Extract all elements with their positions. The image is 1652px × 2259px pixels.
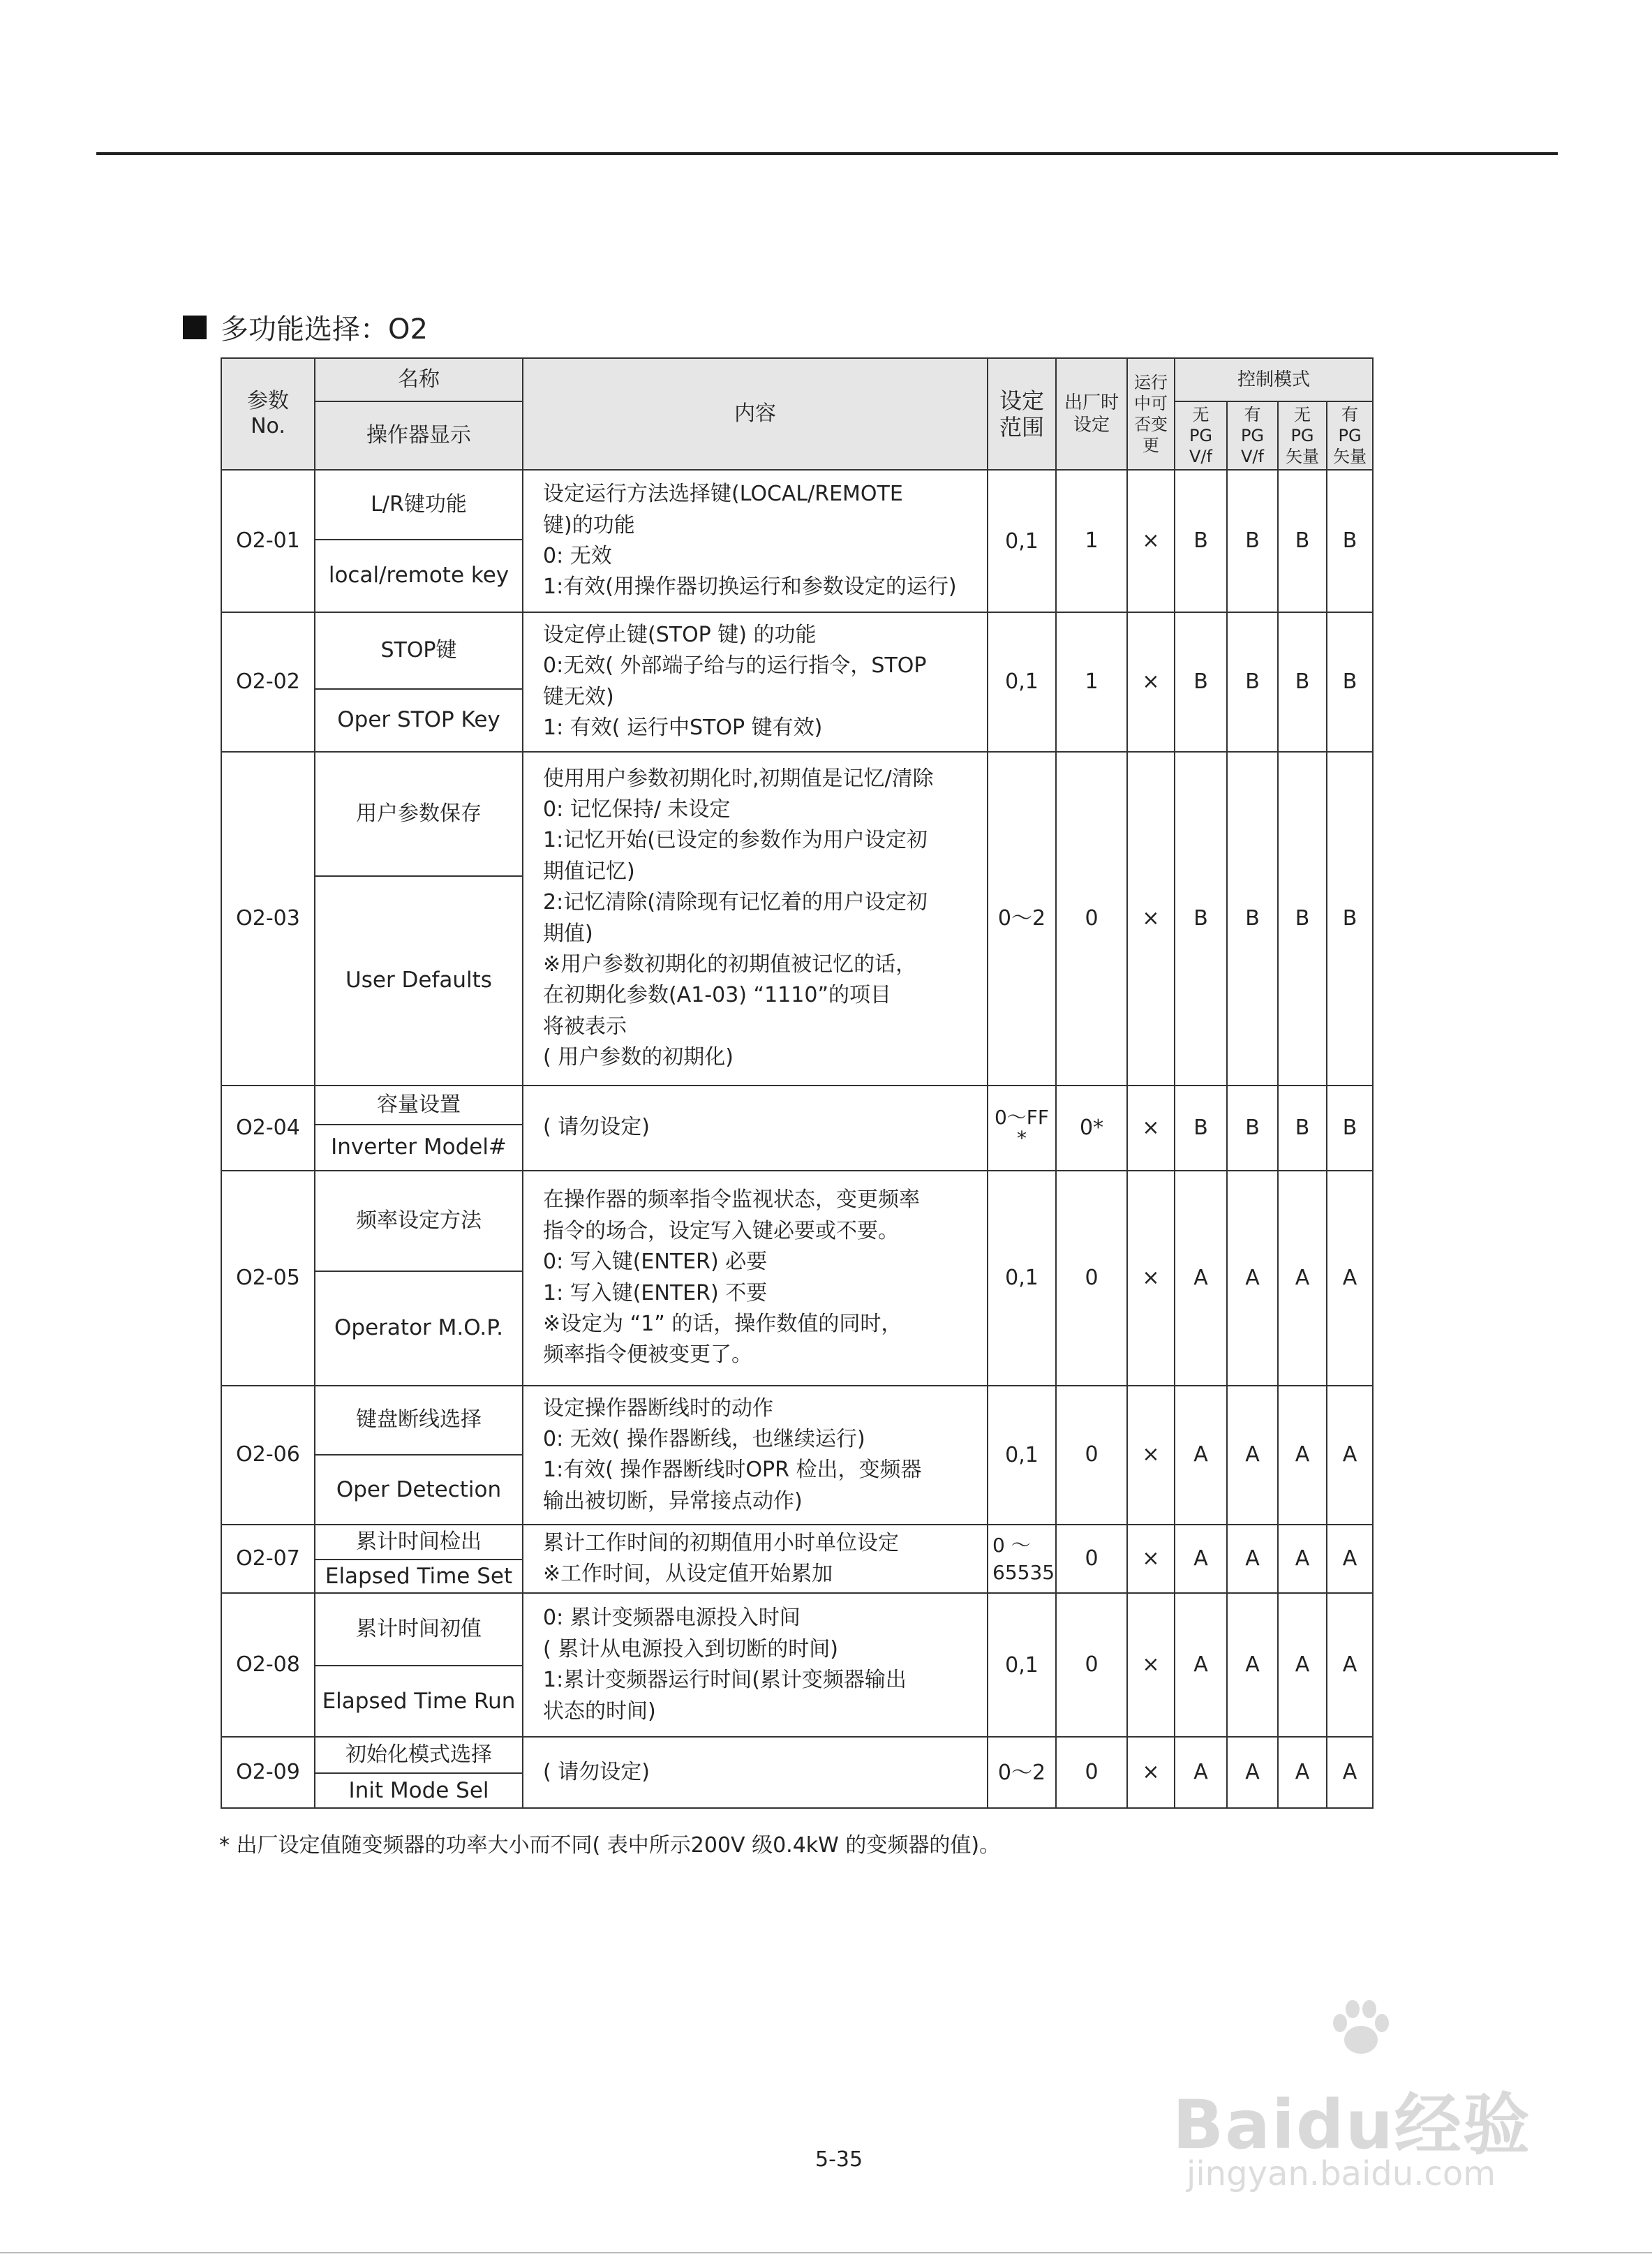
param-mode-1: A — [1175, 1593, 1227, 1737]
table-row — [221, 1086, 1373, 1125]
param-range: 0,1 — [988, 470, 1056, 612]
param-mode-4: A — [1327, 1171, 1373, 1386]
param-mode-1: A — [1175, 1171, 1227, 1386]
param-mode-1: A — [1175, 1386, 1227, 1525]
param-no: O2-01 — [221, 470, 315, 612]
param-default: 0 — [1056, 1737, 1127, 1808]
param-name-en: Elapsed Time Run — [315, 1666, 523, 1737]
table-row — [221, 1386, 1373, 1456]
param-name-cn: 用户参数保存 — [315, 752, 523, 876]
param-content: 设定停止键(STOP 键) 的功能 0:无效( 外部端子给与的运行指令，STOP 键无效) 1: 有效( 运行中STOP 键有效) — [523, 612, 988, 752]
param-name-cn: STOP键 — [315, 612, 523, 689]
page-number: 5-35 — [815, 2147, 863, 2172]
param-runtime-change: × — [1127, 612, 1175, 752]
param-name-cn: 累计时间初值 — [315, 1593, 523, 1666]
paw-icon — [1326, 1997, 1396, 2059]
param-range: 0～FF * — [988, 1086, 1056, 1171]
param-default: 0 — [1056, 752, 1127, 1086]
header-default: 出厂时 设定 — [1056, 358, 1127, 470]
param-mode-4: A — [1327, 1593, 1373, 1737]
param-content: 使用用户参数初期化时,初期值是记忆/清除 0: 记忆保持/ 未设定 1:记忆开始(已设定的参数作为用户设定初 期值记忆) 2:记忆清除(清除现有记忆着的用户设定初 期值) ※用户参数初期化的初期值被记忆的话， 在初期化参数(A1-03) “1110”的项目 将被表示 ( 用户参数的初期化) — [523, 752, 988, 1086]
param-name-en: Init Mode Sel — [315, 1773, 523, 1808]
param-name-en: local/remote key — [315, 540, 523, 612]
param-mode-2: A — [1227, 1171, 1278, 1386]
param-mode-1: B — [1175, 470, 1227, 612]
param-mode-2: B — [1227, 612, 1278, 752]
param-mode-4: B — [1327, 612, 1373, 752]
table-row — [221, 1593, 1373, 1666]
param-content: ( 请勿设定) — [523, 1737, 988, 1808]
param-range: 0～2 — [988, 1737, 1056, 1808]
param-runtime-change: × — [1127, 1525, 1175, 1593]
param-name-cn: 累计时间检出 — [315, 1525, 523, 1560]
param-mode-2: A — [1227, 1386, 1278, 1525]
param-mode-3: A — [1278, 1593, 1327, 1737]
param-name-en: Operator M.O.P. — [315, 1271, 523, 1386]
header-control-mode: 控制模式 — [1175, 358, 1373, 401]
param-default: 0 — [1056, 1525, 1127, 1593]
param-no: O2-05 — [221, 1171, 315, 1386]
header-mode-3: 无 PG 矢量 — [1278, 401, 1327, 470]
param-runtime-change: × — [1127, 1737, 1175, 1808]
param-mode-2: B — [1227, 1086, 1278, 1171]
param-mode-4: B — [1327, 470, 1373, 612]
param-default: 0* — [1056, 1086, 1127, 1171]
param-name-cn: L/R键功能 — [315, 470, 523, 540]
param-runtime-change: × — [1127, 1386, 1175, 1525]
param-mode-4: A — [1327, 1525, 1373, 1593]
param-content: 在操作器的频率指令监视状态，变更频率 指令的场合，设定写入键必要或不要。 0: 写入键(ENTER) 必要 1: 写入键(ENTER) 不要 ※设定为 “1” 的话，操作数值的同时， 频率指令便被变更了。 — [523, 1171, 988, 1386]
header-content: 内容 — [523, 358, 988, 470]
param-mode-1: B — [1175, 1086, 1227, 1171]
param-mode-2: B — [1227, 752, 1278, 1086]
table-row — [221, 612, 1373, 689]
parameter-table — [221, 357, 1374, 1809]
param-mode-3: A — [1278, 1525, 1327, 1593]
param-mode-1: B — [1175, 612, 1227, 752]
param-default: 0 — [1056, 1593, 1127, 1737]
param-mode-2: A — [1227, 1593, 1278, 1737]
param-content: 累计工作时间的初期值用小时单位设定 ※工作时间，从设定值开始累加 — [523, 1525, 988, 1593]
param-name-en: User Defaults — [315, 876, 523, 1086]
header-mode-4: 有 PG 矢量 — [1327, 401, 1373, 470]
param-mode-4: A — [1327, 1386, 1373, 1525]
param-mode-3: B — [1278, 612, 1327, 752]
param-name-en: Inverter Model# — [315, 1125, 523, 1171]
table-row — [221, 1525, 1373, 1560]
table-row — [221, 470, 1373, 540]
header-range: 设定 范围 — [988, 358, 1056, 470]
param-name-en: Elapsed Time Set — [315, 1560, 523, 1593]
header-runtime-change: 运行 中可 否变 更 — [1127, 358, 1175, 470]
param-name-en: Oper Detection — [315, 1455, 523, 1525]
param-name-cn: 键盘断线选择 — [315, 1386, 523, 1456]
param-no: O2-07 — [221, 1525, 315, 1593]
param-range: 0,1 — [988, 612, 1056, 752]
bottom-rule — [0, 2252, 1652, 2253]
header-mode-2: 有 PG V/f — [1227, 401, 1278, 470]
square-bullet-icon — [183, 316, 207, 339]
param-name-cn: 初始化模式选择 — [315, 1737, 523, 1773]
param-no: O2-09 — [221, 1737, 315, 1808]
param-name-en: Oper STOP Key — [315, 689, 523, 751]
param-runtime-change: × — [1127, 1171, 1175, 1386]
param-name-cn: 频率设定方法 — [315, 1171, 523, 1271]
param-default: 1 — [1056, 612, 1127, 752]
section-title — [183, 307, 428, 347]
param-range: 0,1 — [988, 1386, 1056, 1525]
watermark — [1173, 1997, 1563, 2199]
table-row — [221, 1737, 1373, 1773]
param-content: 设定运行方法选择键(LOCAL/REMOTE 键)的功能 0: 无效 1:有效(用操作器切换运行和参数设定的运行) — [523, 470, 988, 612]
param-default: 0 — [1056, 1386, 1127, 1525]
param-runtime-change: × — [1127, 1593, 1175, 1737]
param-no: O2-03 — [221, 752, 315, 1086]
param-mode-1: B — [1175, 752, 1227, 1086]
param-mode-3: A — [1278, 1737, 1327, 1808]
param-no: O2-08 — [221, 1593, 315, 1737]
param-no: O2-04 — [221, 1086, 315, 1171]
param-no: O2-02 — [221, 612, 315, 752]
param-content: 设定操作器断线时的动作 0: 无效( 操作器断线，也继续运行) 1:有效( 操作器断线时OPR 检出，变频器 输出被切断，异常接点动作) — [523, 1386, 988, 1525]
param-mode-4: B — [1327, 1086, 1373, 1171]
param-mode-3: A — [1278, 1171, 1327, 1386]
param-mode-2: A — [1227, 1525, 1278, 1593]
header-mode-1: 无 PG V/f — [1175, 401, 1227, 470]
top-rule — [96, 152, 1558, 155]
section-title-text: 多功能选择：O2 — [221, 313, 428, 346]
param-mode-2: A — [1227, 1737, 1278, 1808]
header-param-no: 参数 No. — [221, 358, 315, 470]
param-runtime-change: × — [1127, 470, 1175, 612]
table-row — [221, 752, 1373, 876]
param-content: 0: 累计变频器电源投入时间 ( 累计从电源投入到切断的时间) 1:累计变频器运行时间(累计变频器输出 状态的时间) — [523, 1593, 988, 1737]
param-range: 0,1 — [988, 1171, 1056, 1386]
param-default: 1 — [1056, 470, 1127, 612]
param-mode-1: A — [1175, 1525, 1227, 1593]
param-mode-1: A — [1175, 1737, 1227, 1808]
param-runtime-change: × — [1127, 752, 1175, 1086]
param-mode-3: B — [1278, 1086, 1327, 1171]
param-range: 0,1 — [988, 1593, 1056, 1737]
table-row — [221, 1171, 1373, 1271]
param-range: 0～2 — [988, 752, 1056, 1086]
header-name: 名称 — [315, 358, 523, 401]
param-content: ( 请勿设定) — [523, 1086, 988, 1171]
param-runtime-change: × — [1127, 1086, 1175, 1171]
footnote: * 出厂设定值随变频器的功率大小而不同( 表中所示200V 级0.4kW 的变频器的值)。 — [219, 1833, 1001, 1858]
header-display: 操作器显示 — [315, 401, 523, 470]
param-mode-4: B — [1327, 752, 1373, 1086]
param-range: 0 ～ 65535 — [988, 1525, 1056, 1593]
param-default: 0 — [1056, 1171, 1127, 1386]
param-name-cn: 容量设置 — [315, 1086, 523, 1125]
param-mode-3: A — [1278, 1386, 1327, 1525]
watermark-url: jingyan.baidu.com — [1186, 2154, 1496, 2193]
param-mode-3: B — [1278, 752, 1327, 1086]
param-no: O2-06 — [221, 1386, 315, 1525]
watermark-logo-text: Baidu经验 — [1173, 2086, 1531, 2164]
param-mode-4: A — [1327, 1737, 1373, 1808]
param-mode-3: B — [1278, 470, 1327, 612]
param-mode-2: B — [1227, 470, 1278, 612]
